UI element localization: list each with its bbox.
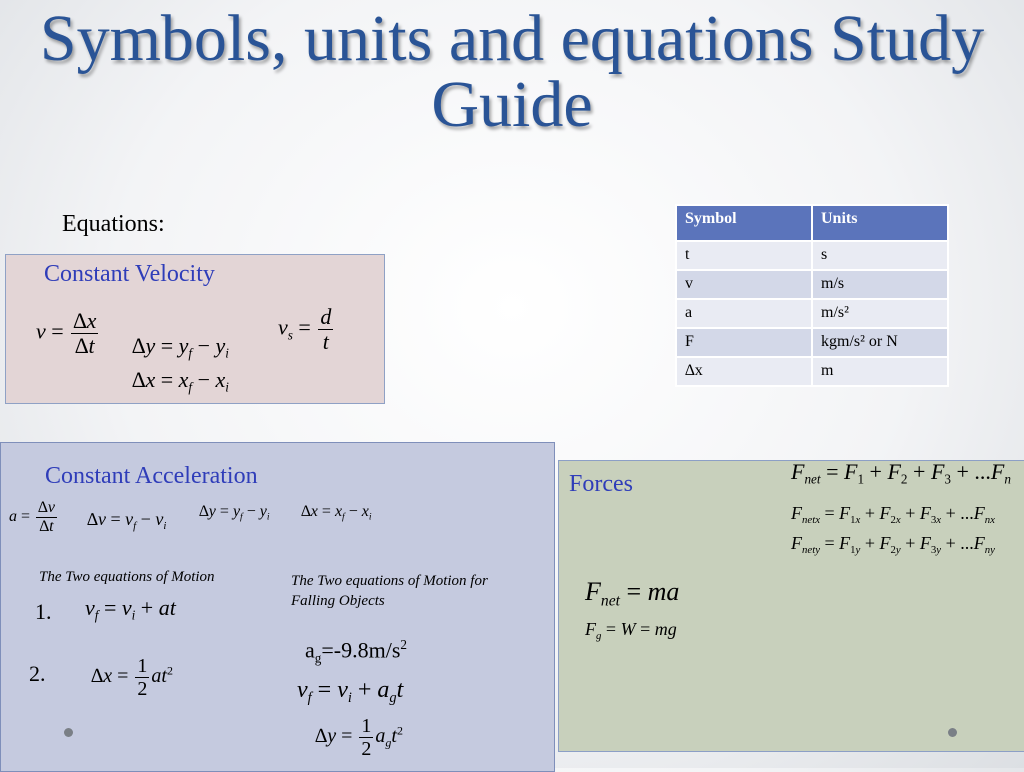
symbol-units-table <box>675 204 949 387</box>
equations-label: Equations: <box>62 211 165 237</box>
symbol-cell: a <box>676 299 812 328</box>
symbol-cell: ∆x <box>676 357 812 386</box>
unit-cell: m <box>812 357 948 386</box>
symbol-cell: F <box>676 328 812 357</box>
delta-y-equation: $\Delta y = y_f - y_i$ <box>132 333 229 361</box>
unit-cell: m/s² <box>812 299 948 328</box>
newton-second-law-equation: $F_{net}$ = ma <box>585 577 680 610</box>
gravity-acceleration-value: $a_g=-9.8m/s^2$ <box>305 637 407 666</box>
delta-v-equation: $\Delta v = v_f - v_i$ <box>87 509 167 532</box>
net-force-y-equation: $F_{nety} = F_{1y} + F_{2y} + F_{3y} + ...F_{ny}$ <box>791 533 995 556</box>
item-number-1: 1. <box>35 599 52 624</box>
unit-cell: kgm/s² or N <box>812 328 948 357</box>
final-velocity-equation: $v_f = v_i$ + at <box>85 595 176 623</box>
forces-box <box>558 460 1024 752</box>
acceleration-equation: a = $\frac{\Delta v}{\Delta t}$ <box>9 499 55 535</box>
slide-bullet-dot <box>64 728 73 737</box>
symbol-column-header: Symbol <box>676 205 812 241</box>
delta-x-equation: $\Delta x = x_f - x_i$ <box>132 367 229 395</box>
units-column-header: Units <box>812 205 948 241</box>
net-force-x-equation: $F_{netx} = F_{1x} + F_{2x} + F_{3x} + ...F_{nx}$ <box>791 503 995 526</box>
constant-velocity-heading: Constant Velocity <box>44 261 215 287</box>
constant-velocity-box <box>5 254 385 404</box>
velocity-equation: v = $\frac{\Delta x}{\Delta t}$ <box>36 308 97 359</box>
falling-objects-label: The Two equations of Motion for Falling Objects <box>291 573 488 609</box>
net-force-sum-equation: $F_{net} = F_1 + F_2 + F_3 + ...F_n$ <box>791 459 1011 487</box>
weight-equation: $F_g = W$ = mg <box>585 619 677 642</box>
item-number-2: 2. <box>29 661 46 686</box>
falling-velocity-equation: $v_f = v_i + a_gt$ <box>297 677 404 707</box>
table-row <box>676 270 948 299</box>
forces-heading: Forces <box>569 471 633 497</box>
table-header-row <box>676 205 948 241</box>
table-row <box>676 241 948 270</box>
speed-equation: $v_s$ = $\frac{d}{t}$ <box>278 304 332 355</box>
page-title: Symbols, units and equations Study Guide <box>39 2 985 141</box>
displacement-equation: ∆x = $\frac{1}{2}$ $at^2$ <box>91 655 173 700</box>
unit-cell: s <box>812 241 948 270</box>
constant-acceleration-heading: Constant Acceleration <box>45 463 258 489</box>
symbol-cell: v <box>676 270 812 299</box>
symbol-cell: t <box>676 241 812 270</box>
delta-y-acc-equation: $\Delta y = y_f - y_i$ <box>199 503 270 523</box>
delta-x-acc-equation: $\Delta x = x_f - x_i$ <box>301 503 372 523</box>
two-equations-label: The Two equations of Motion <box>39 569 215 585</box>
slide-bullet-dot <box>948 728 957 737</box>
unit-cell: m/s <box>812 270 948 299</box>
falling-displacement-equation: ∆y = $\frac{1}{2}$ $a_gt^2$ <box>315 715 403 760</box>
constant-acceleration-box <box>0 442 555 772</box>
table-row <box>676 328 948 357</box>
table-row <box>676 299 948 328</box>
table-row <box>676 357 948 386</box>
